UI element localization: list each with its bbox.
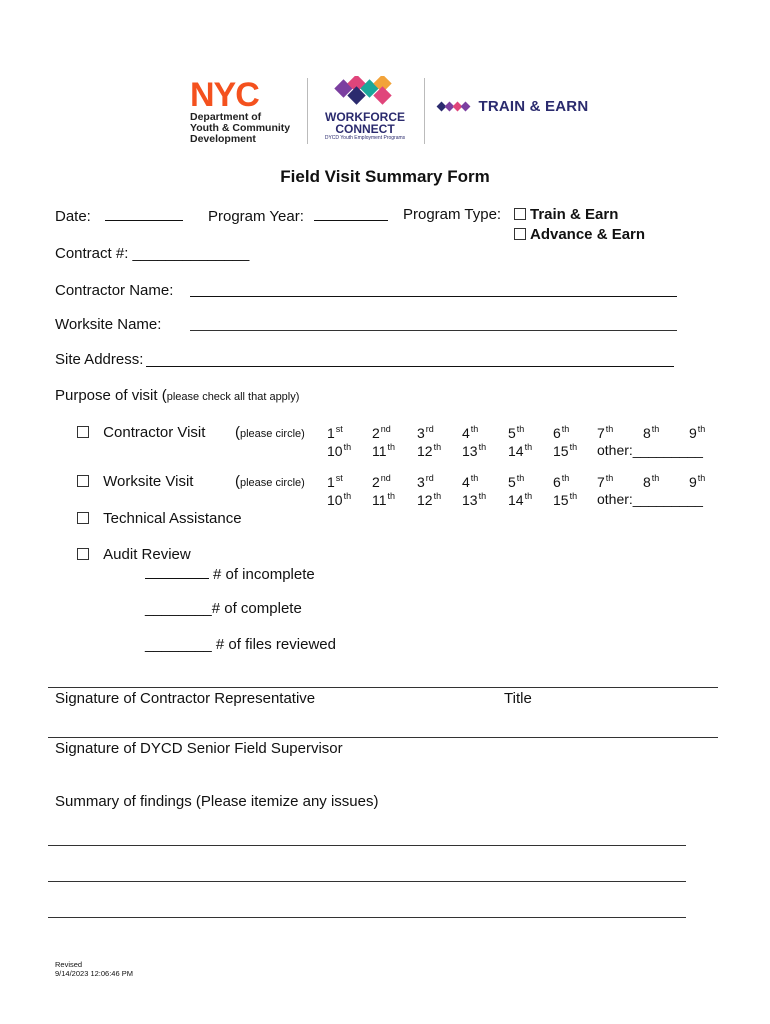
audit-incomplete-field: # of incomplete [145,564,315,583]
workforce-subtitle: DYCD Youth Employment Programs [324,135,406,141]
summary-line-3[interactable] [48,917,686,918]
program-type-option-train-earn[interactable]: Train & Earn [514,206,618,223]
audit-files-reviewed-field[interactable]: ________ # of files reviewed [145,636,336,653]
visit-ordinal-12[interactable]: 12th [417,442,442,459]
worksite-visit-option[interactable] [77,473,193,490]
dycd-line-3: Development [190,133,256,145]
technical-assistance-option[interactable] [77,510,242,527]
checkbox-icon[interactable] [77,548,89,560]
workforce-line-2: CONNECT [335,122,395,136]
visit-ordinal-11[interactable]: 11th [372,491,396,508]
program-type-label: Program Type: [403,206,502,223]
contractor-visit-option[interactable] [77,424,205,441]
date-input[interactable] [105,206,183,221]
site-address-input[interactable] [146,366,674,367]
visit-ordinal-15[interactable]: 15th [553,491,578,508]
contract-number-field[interactable]: Contract #: ______________ [55,245,250,262]
train-earn-diamonds-icon [436,98,474,116]
visit-ordinal-5[interactable]: 5th [508,473,525,490]
visit-ordinal-3[interactable]: 3rd [417,473,434,490]
checkbox-icon[interactable] [514,208,526,220]
visit-ordinal-6[interactable]: 6th [553,473,570,490]
diamond-cluster-icon [312,76,418,106]
dycd-line-2: Youth & Community [190,122,291,134]
workforce-connect-logo [312,76,418,144]
train-earn-text: TRAIN & EARN [478,98,589,116]
dycd-line-1: Department of [190,111,262,123]
title-label: Title [504,690,532,707]
checkbox-icon[interactable] [77,512,89,524]
visit-ordinal-14[interactable]: 14th [508,442,533,459]
visit-ordinal-10[interactable]: 10th [327,491,352,508]
revised-label: Revised [55,960,83,969]
train-earn-logo [436,98,588,116]
summary-label: Summary of findings (Please itemize any issues) [55,793,379,810]
visit-ordinal-6[interactable]: 6th [553,424,570,441]
signature-contractor-line[interactable] [48,687,718,688]
visit-ordinal-10[interactable]: 10th [327,442,352,459]
signature-contractor-label: Signature of Contractor Representative [55,690,316,707]
visit-ordinal-2[interactable]: 2nd [372,473,391,490]
program-type-option-advance-earn[interactable]: Advance & Earn [514,226,645,243]
visit-ordinal-9[interactable]: 9th [689,473,706,490]
contractor-name-input[interactable] [190,296,677,297]
worksite-visit-circle-note: (please circle) [235,473,305,490]
program-year-input[interactable] [314,206,388,221]
worksite-visit-label: Worksite Visit [103,473,194,490]
checkbox-icon[interactable] [514,228,526,240]
purpose-note: please check all that apply) [166,391,300,403]
technical-assistance-label: Technical Assistance [103,510,242,527]
visit-ordinal-11[interactable]: 11th [372,442,396,459]
visit-ordinal-3[interactable]: 3rd [417,424,434,441]
contractor-name-label: Contractor Name: [55,282,174,299]
checkbox-icon[interactable] [77,475,89,487]
visit-ordinal-13[interactable]: 13th [462,442,487,459]
summary-line-1[interactable] [48,845,686,846]
visit-ordinal-8[interactable]: 8th [643,424,660,441]
worksite-name-label: Worksite Name: [55,316,162,333]
date-field [55,206,183,225]
visit-ordinal-14[interactable]: 14th [508,491,533,508]
audit-incomplete-input[interactable] [145,564,209,579]
signature-dycd-line[interactable] [48,737,718,738]
nyc-logo-word: NYC [190,76,259,114]
checkbox-icon[interactable] [77,426,89,438]
visit-ordinal-5[interactable]: 5th [508,424,525,441]
visit-ordinal-4[interactable]: 4th [462,424,479,441]
date-label: Date: [55,208,91,225]
revised-date: 9/14/2023 12:06:46 PM [55,969,133,978]
nyc-dycd-logo [190,78,300,144]
visit-ordinal-13[interactable]: 13th [462,491,487,508]
purpose-heading: Purpose of visit (please check all that apply) [55,387,300,404]
visit-ordinal-4[interactable]: 4th [462,473,479,490]
program-year-field [208,206,388,225]
visit-ordinal-12[interactable]: 12th [417,491,442,508]
summary-line-2[interactable] [48,881,686,882]
audit-complete-field[interactable]: ________# of complete [145,600,302,617]
audit-review-label: Audit Review [103,546,191,563]
form-title: Field Visit Summary Form [280,167,490,186]
workforce-line-1: WORKFORCE [325,110,405,124]
contractor-visit-other[interactable]: other:_________ [597,442,703,458]
visit-ordinal-15[interactable]: 15th [553,442,578,459]
worksite-visit-other[interactable]: other:_________ [597,491,703,507]
visit-ordinal-2[interactable]: 2nd [372,424,391,441]
visit-ordinal-7[interactable]: 7th [597,424,614,441]
logo-divider-2 [424,78,425,144]
worksite-name-input[interactable] [190,330,677,331]
contractor-visit-circle-note: (please circle) [235,424,305,441]
contractor-visit-label: Contractor Visit [103,424,206,441]
visit-ordinal-7[interactable]: 7th [597,473,614,490]
audit-review-option[interactable] [77,546,191,563]
site-address-label: Site Address: [55,351,144,368]
visit-ordinal-1[interactable]: 1st [327,424,343,441]
visit-ordinal-9[interactable]: 9th [689,424,706,441]
signature-dycd-label: Signature of DYCD Senior Field Supervisor [55,740,343,757]
visit-ordinal-8[interactable]: 8th [643,473,660,490]
visit-ordinal-1[interactable]: 1st [327,473,343,490]
program-year-label: Program Year: [208,208,304,225]
logo-divider [307,78,308,144]
